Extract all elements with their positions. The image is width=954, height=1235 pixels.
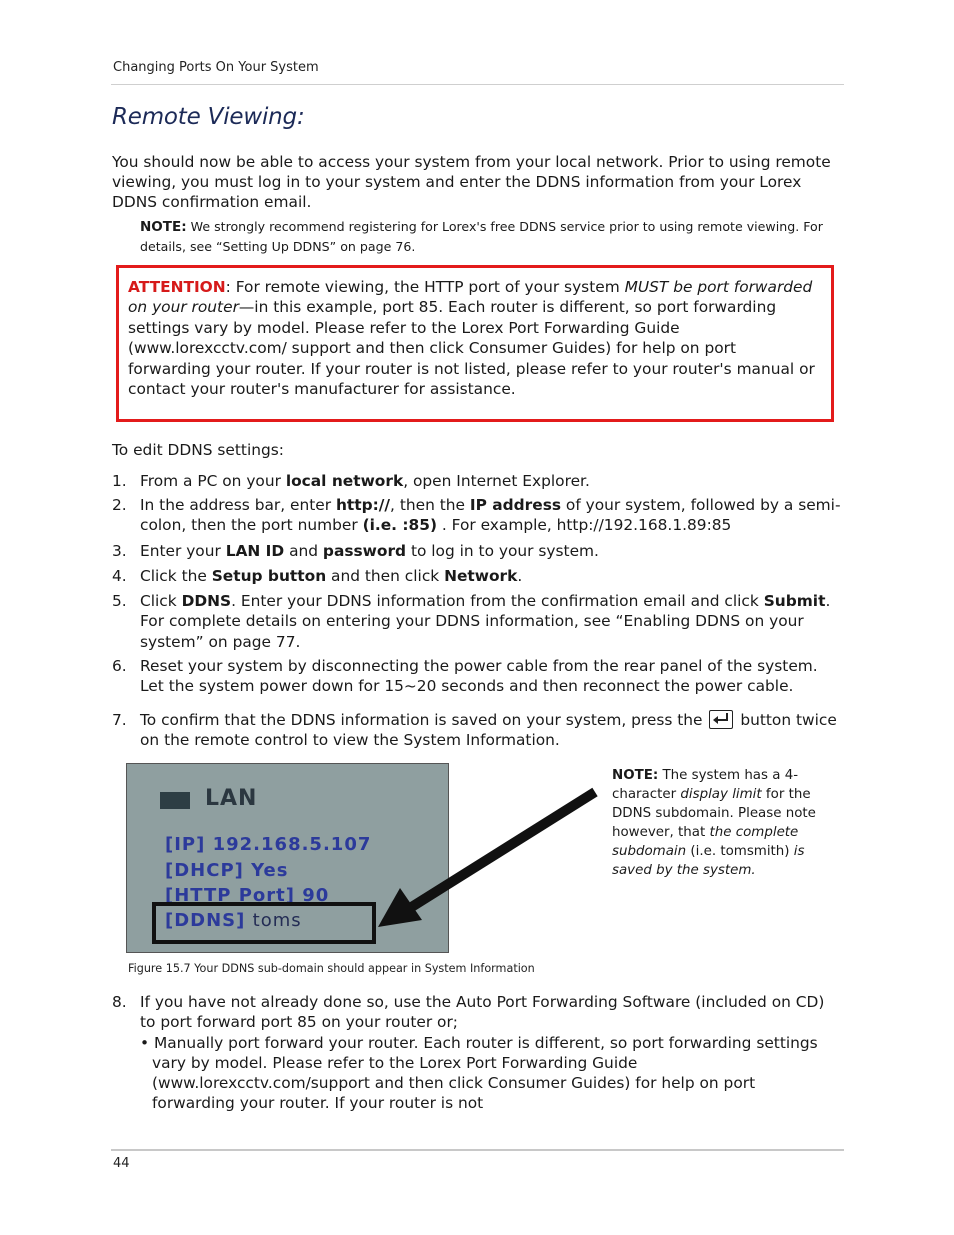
step-text: Enter your [140,542,226,560]
step-number: 6. [112,657,127,675]
step-text: button twice on the remote control to view the System Information. [140,711,837,750]
step-text: and [284,542,323,560]
bullet-item: • Manually port forward your router. Each router is different, so port forwarding settings vary by model. Please refer to the Lorex Port Forwarding Guide (www.lorexcctv.com/support and then click Consumer Guides) for help on port forwarding your router. If your router is not [140,1033,818,1113]
attention-label: ATTENTION [128,278,226,296]
running-header: Changing Ports On Your System [113,60,319,75]
note-text: We strongly recommend registering for Lorex's free DDNS service prior to using remote viewing. For details, see “Setting Up DDNS” on page 76. [140,219,823,254]
step-bold: password [322,542,407,560]
step-bold: Setup button [211,567,327,585]
step-text: Reset your system by disconnecting the power cable from the rear panel of the system. Let the system power down for 15~20 seconds and then reconnect the power cable. [140,657,818,696]
step-6 [112,656,842,697]
step-1 [112,471,842,491]
note-text: The system has a 4-character [612,768,799,802]
step-text: and then click [326,567,445,585]
step-8 [112,992,842,1114]
step-text: . For example, http://192.168.1.89:85 [436,516,732,535]
step-bold: (i.e. :85) [362,516,437,535]
note-ddns-registration [140,217,844,256]
step-bold: LAN ID [225,542,285,560]
note-label: NOTE: [612,768,659,783]
step-text: In the address bar, enter [140,496,336,514]
note-display-limit [612,766,827,880]
attention-text [128,277,818,399]
step-text: . For complete details on entering your DDNS information, see “Enabling DDNS on your system” on page 77. [140,592,831,651]
note-text: for the DDNS subdomain. Please note however, that [612,787,816,840]
step-number: 2. [112,496,127,514]
ddns-highlight-box [152,902,376,944]
step-text: If you have not already done so, use the Auto Port Forwarding Software (included on CD) to port forward port 85 on your router or; [140,993,825,1032]
lan-ip-line: [IP] 192.168.5.107 [165,834,372,855]
note-label: NOTE: [140,219,187,235]
step-number: 7. [112,711,127,729]
intro-paragraph: You should now be able to access your system from your local network. Prior to using remote viewing, you must log in to your system and enter the DDNS information from your Lorex DDNS confirmation email. [112,153,831,211]
enter-key-icon [709,710,733,729]
step-number: 8. [112,993,127,1011]
step-number: 1. [112,472,127,490]
step-text: . Enter your DDNS information from the confirmation email and click [231,592,764,610]
step-text: . [517,567,523,585]
figure-caption: Figure 15.7 Your DDNS sub-domain should appear in System Information [128,962,535,975]
lan-dhcp-line: [DHCP] Yes [165,860,289,881]
step-number: 4. [112,567,127,585]
step-text: , then the [390,496,470,514]
step-text: , open Internet Explorer. [403,472,590,490]
step-number: 3. [112,542,127,560]
step-text: Click [140,592,182,610]
note-emphasis: the complete subdomain [612,825,799,859]
note-text: (i.e. tomsmith) [686,844,794,859]
lan-http-port-line: [HTTP Port] 90 [165,885,330,906]
step-bold: IP address [469,496,562,514]
step-5 [112,591,842,652]
step-text: Click the [140,567,212,585]
note-emphasis: is saved by the system. [612,844,805,878]
step-bold: Network [444,567,518,585]
ddns-label: [DDNS] [165,910,246,931]
note-emphasis: display limit [680,787,762,802]
step-7 [112,710,842,751]
page-number: 44 [113,1156,130,1171]
step-2 [112,495,842,536]
step-text: To confirm that the DDNS information is saved on your system, press the [140,711,708,729]
page-title: Remote Viewing: [112,104,305,130]
attention-part-2: —in this example, port 85. Each router is different, so port forwarding settings vary by model. Please refer to the Lorex Port Forwarding Guide (www.lorexcctv.com/ support and then click Consumer Guides) for help on port forwarding your router. If your router is not listed, please refer to your router's manual or contact your router's manufacturer for assistance. [128,298,815,399]
header-divider [111,84,844,85]
pointer-arrow-icon [370,780,605,930]
attention-emphasis: MUST be port forwarded on your router [128,278,813,317]
lan-square-icon [160,792,190,809]
step-number: 5. [112,592,127,610]
ddns-value: toms [252,910,302,931]
step-4 [112,566,842,586]
steps-intro: To edit DDNS settings: [112,441,284,459]
step-text: From a PC on your [140,472,286,490]
footer-divider [111,1149,844,1151]
step-bold: http:// [335,496,391,514]
step-text: to log in to your system. [406,542,599,560]
step-text: of your system, followed by a semi-colon, then the port number [140,496,841,535]
step-bold: DDNS [181,592,232,610]
lan-heading: LAN [205,786,258,811]
step-bold: local network [285,472,404,490]
step-bold: Submit [763,592,826,610]
step-3 [112,541,842,561]
attention-part-1: : For remote viewing, the HTTP port of your system [225,278,625,296]
